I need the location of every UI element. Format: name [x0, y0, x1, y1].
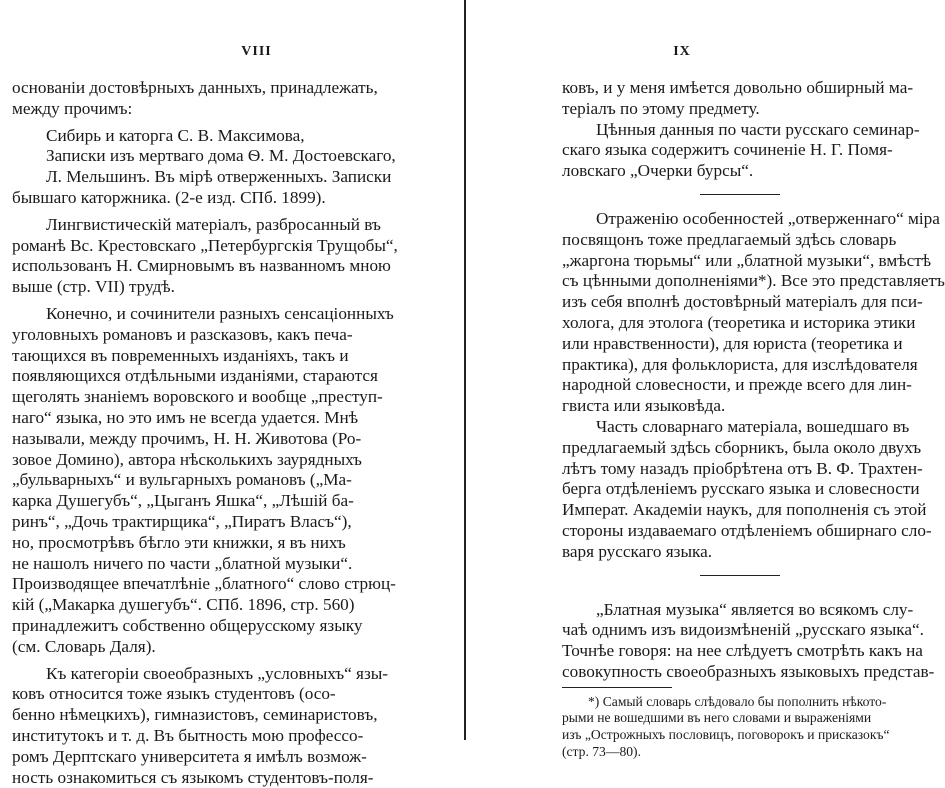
text-line: Цѣнныя данныя по части русскаго семинар- — [562, 120, 918, 141]
text-line: Сибирь и каторга С. В. Максимова, — [12, 126, 396, 147]
text-line: лѣтъ тому назадъ пріобрѣтена отъ В. Ф. Трахтен- — [562, 459, 918, 480]
text-line: берга отдѣленіемъ русскаго языка и словесности — [562, 479, 918, 500]
page-number-right: IX — [450, 44, 914, 60]
left-page-text — [12, 78, 396, 788]
text-line: скаго языка содержитъ сочиненіе Н. Г. Помя- — [562, 140, 918, 161]
text-line: бенно нѣмецкихъ), гимназистовъ, семинаристовъ, — [12, 705, 396, 726]
text-line: Лингвистическій матеріалъ, разбросанный въ — [12, 215, 396, 236]
text-line: съ цѣнными дополненіями*). Все это представляетъ — [562, 271, 918, 292]
text-line: предлагаемый здѣсь сборникъ, была около двухъ — [562, 438, 918, 459]
footnote-line: рыми не вошедшими въ него словами и выраженіями — [562, 710, 918, 727]
page-number-left: VIII — [24, 44, 489, 60]
text-line: „Блатная музыка“ является во всякомъ слу- — [562, 600, 918, 621]
text-line: (см. Словарь Даля). — [12, 637, 396, 658]
text-line: совокупность своеобразныхъ языковыхъ представ- — [562, 662, 918, 683]
right-page — [466, 0, 930, 740]
text-line: институтокъ и т. д. Въ бытность мою профессо- — [12, 726, 396, 747]
text-line: Императ. Академіи наукъ, для пополненія съ этой — [562, 500, 918, 521]
text-line: ромъ Дерптскаго университета я имѣлъ возмож- — [12, 747, 396, 768]
text-line: стороны издаваемаго отдѣленіемъ обширнаго сло- — [562, 521, 918, 542]
text-line: использованъ Н. Смирновымъ въ названномъ мною — [12, 256, 396, 277]
footnote-line: (стр. 73—80). — [562, 744, 918, 761]
text-line: Л. Мельшинъ. Въ мірѣ отверженныхъ. Записки — [12, 167, 396, 188]
text-line: гвиста или языковѣда. — [562, 396, 918, 417]
text-line: холога, для этолога (теоретика и историка этики — [562, 313, 918, 334]
text-line: Конечно, и сочинители разныхъ сенсаціонныхъ — [12, 304, 396, 325]
text-line: народной словесности, и прежде всего для лин- — [562, 375, 918, 396]
text-line: кій („Макарка душегубъ“. СПб. 1896, стр. 560) — [12, 595, 396, 616]
footnote-line: изъ „Острожныхъ пословицъ, поговорокъ и присказокъ“ — [562, 727, 918, 744]
text-line: уголовныхъ романовъ и разсказовъ, какъ печа- — [12, 325, 396, 346]
text-line: ринъ“, „Дочь трактирщика“, „Пиратъ Власъ“), — [12, 512, 396, 533]
text-line: ловскаго „Очерки бурсы“. — [562, 161, 918, 182]
text-line: или нравственности), для юриста (теоретика и — [562, 334, 918, 355]
text-line: Отраженію особенностей „отверженнаго“ міра — [562, 209, 918, 230]
text-line: Производящее впечатлѣніе „блатного“ слово стрюц- — [12, 574, 396, 595]
text-line: варя русскаго языка. — [562, 542, 918, 563]
right-page-text — [562, 78, 918, 760]
text-line: между прочимъ: — [12, 99, 396, 120]
text-line: щеголять знаніемъ воровского и вообще „преступ- — [12, 387, 396, 408]
text-line: основаніи достовѣрныхъ данныхъ, принадлежать, — [12, 78, 396, 99]
section-divider — [700, 575, 780, 576]
text-line: называли, между прочимъ, Н. Н. Животова (Ро- — [12, 429, 396, 450]
text-line: бывшаго каторжника. (2-е изд. СПб. 1899). — [12, 188, 396, 209]
footnote — [562, 694, 918, 760]
text-line: Записки изъ мертваго дома Ѳ. М. Достоевскаго, — [12, 146, 396, 167]
text-line: карка Душегубъ“, „Цыганъ Яшка“, „Лѣшій ба- — [12, 491, 396, 512]
text-line: посвящонъ тоже предлагаемый здѣсь словарь — [562, 230, 918, 251]
text-line: „бульварныхъ“ и вульгарныхъ романовъ („Ма- — [12, 470, 396, 491]
text-line: выше (стр. VII) трудѣ. — [12, 277, 396, 298]
text-line: теріалъ по этому предмету. — [562, 99, 918, 120]
text-line: появляющихся отдѣльными изданіями, стараются — [12, 366, 396, 387]
text-line: ность ознакомиться съ языкомъ студентовъ-поля- — [12, 768, 396, 788]
text-line: Къ категоріи своеобразныхъ „условныхъ“ язы- — [12, 664, 396, 685]
text-line: не нашолъ ничего по части „блатной музыки“. — [12, 554, 396, 575]
text-line: принадлежитъ собственно общерусскому языку — [12, 616, 396, 637]
text-line: практика), для фольклориста, для изслѣдователя — [562, 355, 918, 376]
text-line: зовое Домино), автора нѣсколькихъ заурядныхъ — [12, 450, 396, 471]
section-divider — [700, 194, 780, 195]
text-line: тающихся въ повременныхъ изданіяхъ, такъ и — [12, 346, 396, 367]
footnote-divider — [562, 687, 672, 688]
text-line: Точнѣе говоря: на нее слѣдуетъ смотрѣть какъ на — [562, 641, 918, 662]
text-line: но, просмотрѣвъ бѣгло эти книжки, я въ нихъ — [12, 533, 396, 554]
text-line: Часть словарнаго матеріала, вошедшаго въ — [562, 417, 918, 438]
text-line: „жаргона тюрьмы“ или „блатной музыки“, вмѣстѣ — [562, 251, 918, 272]
text-line: ковъ относится тоже языкъ студентовъ (осо- — [12, 684, 396, 705]
text-line: изъ себя вполнѣ достовѣрный матеріалъ для пси- — [562, 292, 918, 313]
footnote-line: *) Самый словарь слѣдовало бы пополнить нѣкото- — [562, 694, 918, 711]
left-page — [0, 0, 465, 740]
text-line: наго“ языка, но это имъ не всегда удается. Мнѣ — [12, 408, 396, 429]
text-line: романѣ Вс. Крестовскаго „Петербургскія Трущобы“, — [12, 236, 396, 257]
text-line: чаѣ однимъ изъ видоизмѣненій „русскаго языка“. — [562, 620, 918, 641]
text-line: ковъ, и у меня имѣется довольно обширный ма- — [562, 78, 918, 99]
